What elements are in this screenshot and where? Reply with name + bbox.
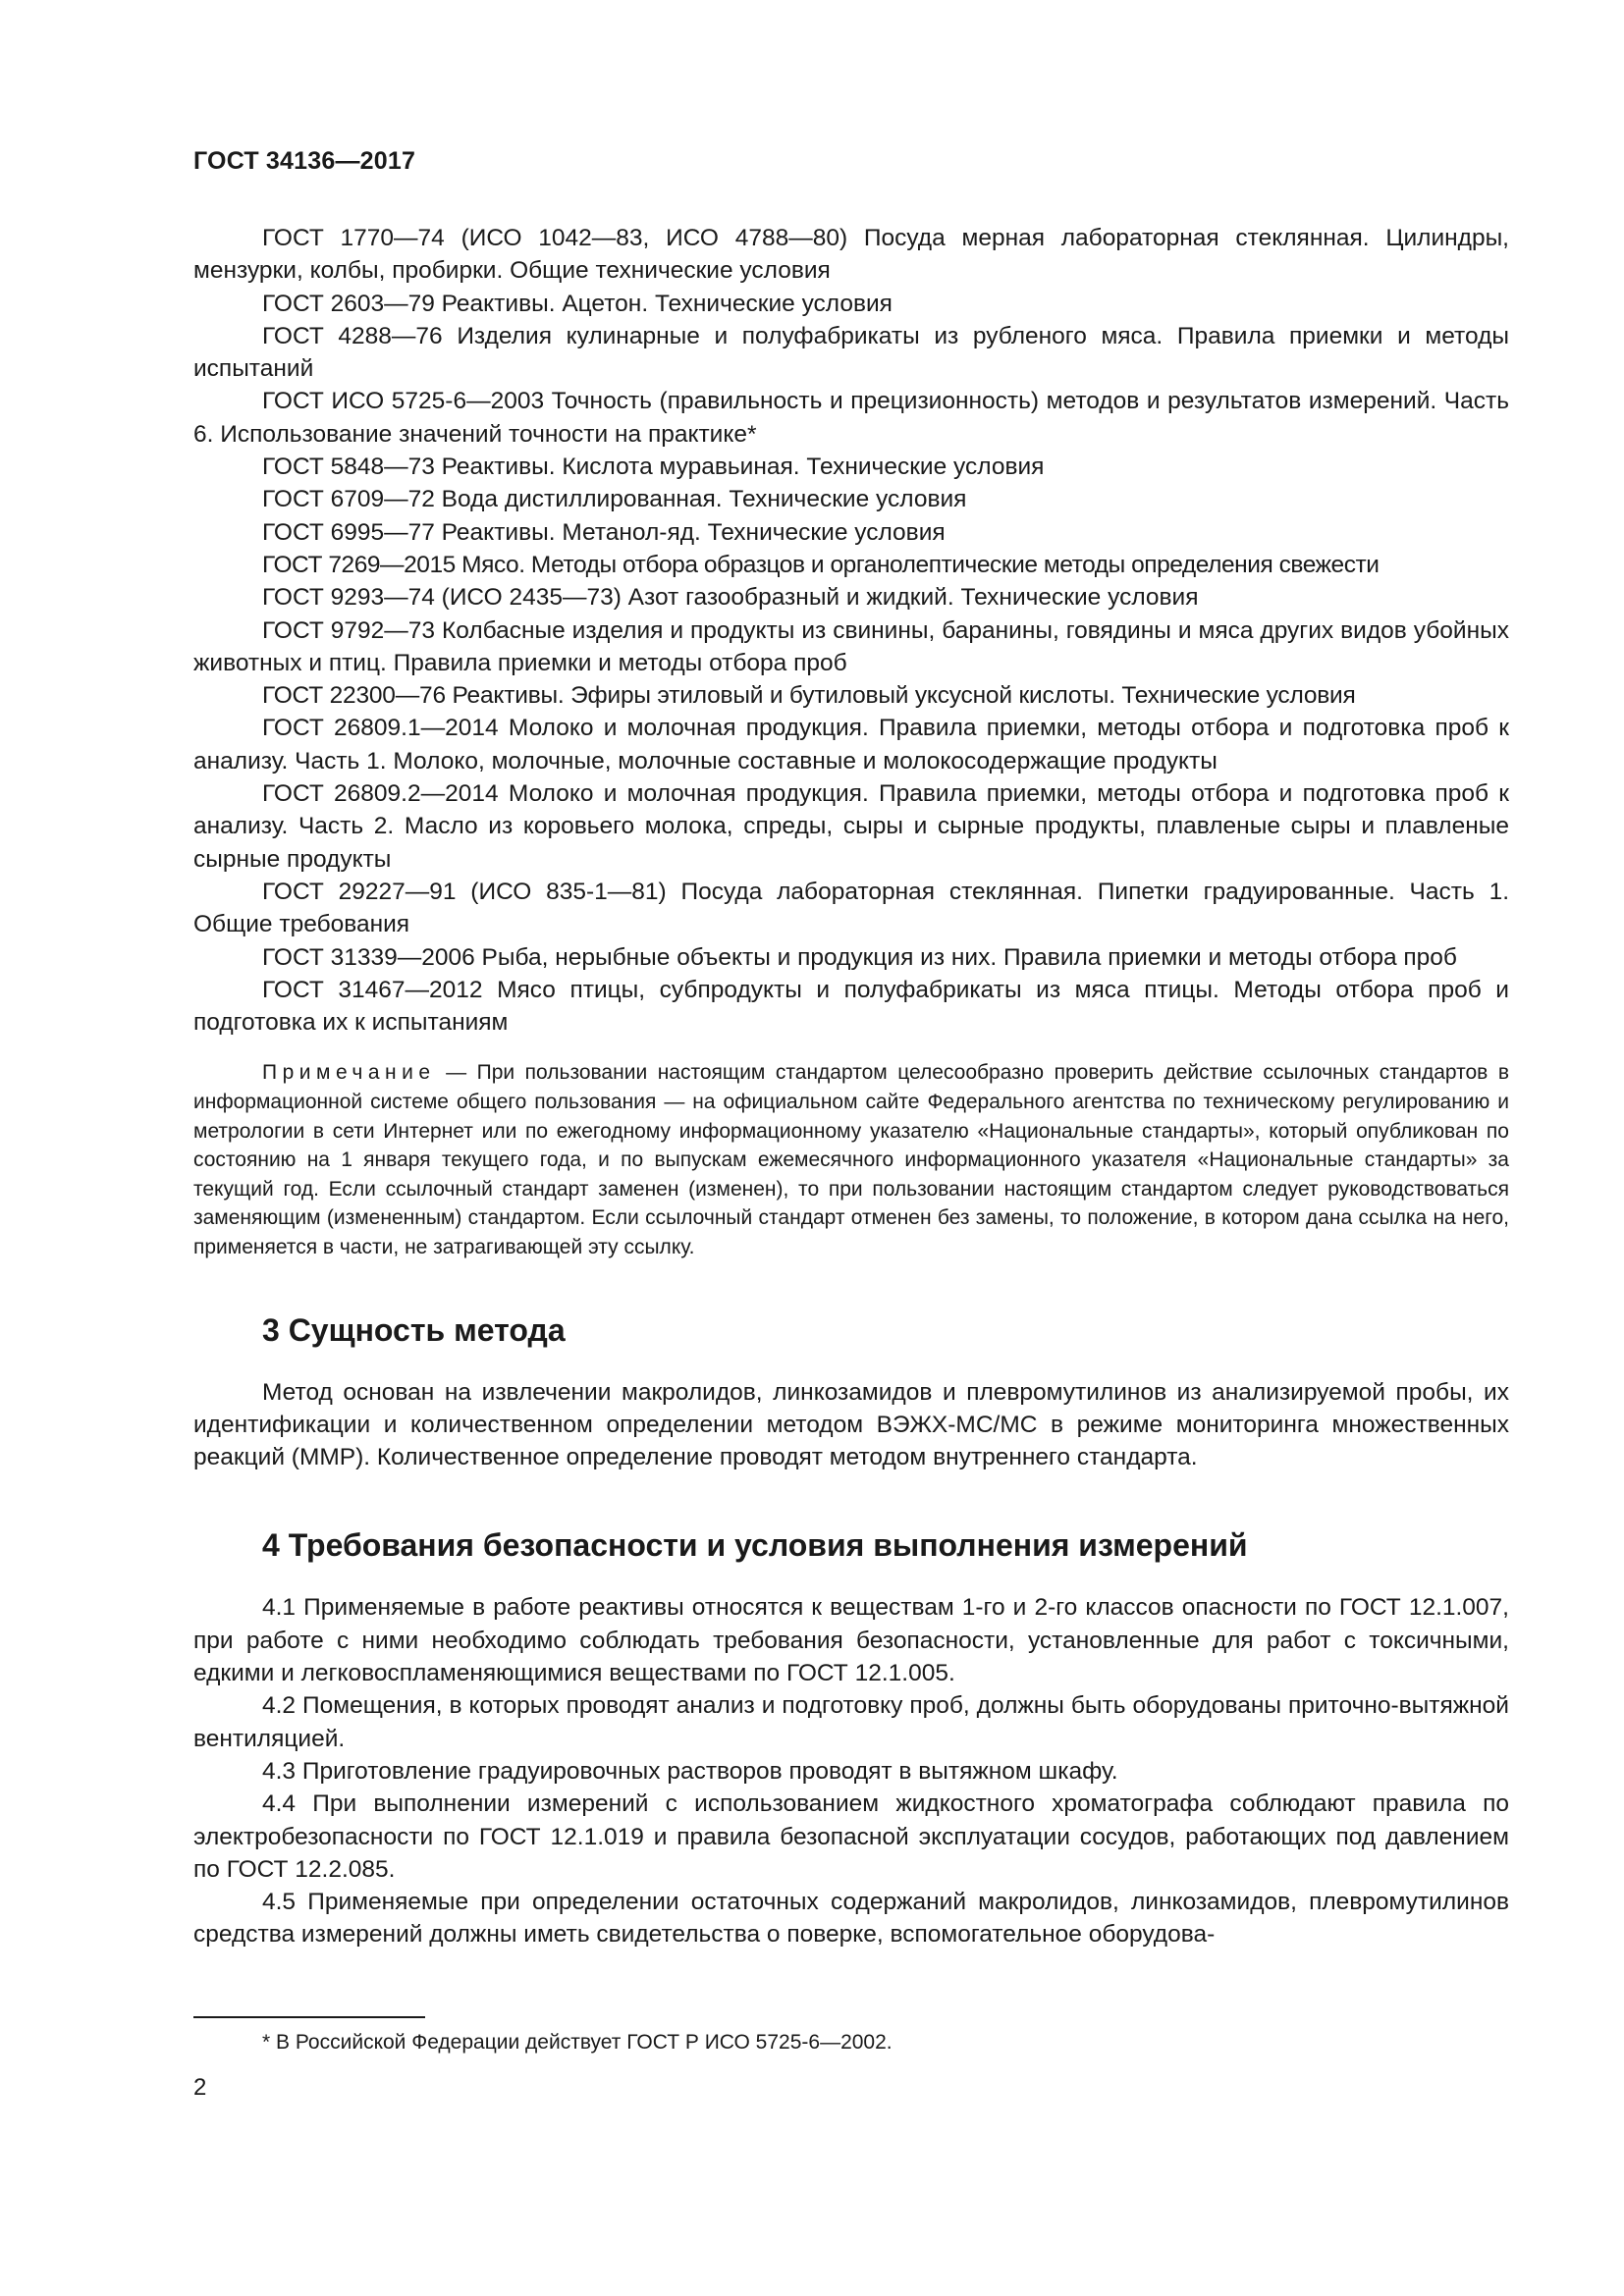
note-lead: Примечание bbox=[262, 1061, 436, 1085]
footnote-divider bbox=[193, 2016, 425, 2018]
section-4-paragraph: 4.1 Применяемые в работе реактивы относятся к веществам 1-го и 2-го классов опасности по ГОСТ 12.1.007, при работе с ними необходимо соблюдать требования безопасности, установленные для работ с токсичными, едкими и легковоспламеняющимися веществами по ГОСТ 12.1.005. bbox=[193, 1594, 1509, 1687]
section-3-text: Метод основан на извлечении макролидов, линкозамидов и плевромутилинов из анализируемой пробы, их идентификации и количественном определении методом ВЭЖХ-МС/МС в режиме мониторинга множественных реакций (ММР). Количественное определение проводят методом внутреннего стандарта. bbox=[193, 1378, 1509, 1471]
section-4-title: 4 Требования безопасности и условия выполнения измерений bbox=[262, 1527, 1248, 1564]
section-4-paragraph: 4.4 При выполнении измерений с использованием жидкостного хроматографа соблюдают правила по электробезопасности по ГОСТ 12.1.019 и правила безопасной эксплуатации сосудов, работающих под давлением по ГОСТ 12.2.085. bbox=[193, 1790, 1509, 1883]
standard-header: ГОСТ 34136—2017 bbox=[193, 147, 416, 175]
page-number: 2 bbox=[193, 2074, 207, 2101]
reference-item: ГОСТ 2603—79 Реактивы. Ацетон. Технические условия bbox=[262, 290, 893, 317]
reference-item: ГОСТ 4288—76 Изделия кулинарные и полуфабрикаты из рубленого мяса. Правила приемки и методы испытаний bbox=[193, 322, 1509, 383]
section-4-paragraph: 4.2 Помещения, в которых проводят анализ и подготовку проб, должны быть оборудованы приточно-вытяжной вентиляцией. bbox=[193, 1692, 1509, 1752]
note-paragraph bbox=[193, 1058, 1509, 1261]
reference-item: ГОСТ 9293—74 (ИСО 2435—73) Азот газообразный и жидкий. Технические условия bbox=[262, 584, 1199, 612]
reference-item: ГОСТ 5848—73 Реактивы. Кислота муравьиная. Технические условия bbox=[262, 454, 1045, 481]
reference-item: ГОСТ 7269—2015 Мясо. Методы отбора образцов и органолептические методы определения свежести bbox=[262, 551, 1380, 578]
reference-item: ГОСТ 31467—2012 Мясо птицы, субпродукты и полуфабрикаты из мяса птицы. Методы отбора проб и подготовка их к испытаниям bbox=[193, 976, 1509, 1037]
reference-item: ГОСТ 6995—77 Реактивы. Метанол-яд. Технические условия bbox=[262, 518, 946, 546]
document-body bbox=[193, 222, 1509, 1951]
reference-item: ГОСТ ИСО 5725-6—2003 Точность (правильность и прецизионность) методов и результатов измерений. Часть 6. Использование значений точности на практике* bbox=[193, 388, 1509, 448]
section-4-paragraph: 4.5 Применяемые при определении остаточных содержаний макролидов, линкозамидов, плевромутилинов средства измерений должны иметь свидетельства о поверке, вспомогательное оборудова- bbox=[193, 1889, 1509, 1949]
reference-item: ГОСТ 22300—76 Реактивы. Эфиры этиловый и бутиловый уксусной кислоты. Технические условия bbox=[262, 682, 1356, 710]
reference-item: ГОСТ 9792—73 Колбасные изделия и продукты из свинины, баранины, говядины и мяса других видов убойных животных и птиц. Правила приемки и методы отбора проб bbox=[193, 616, 1509, 676]
reference-item: ГОСТ 26809.1—2014 Молоко и молочная продукция. Правила приемки, методы отбора и подготовка проб к анализу. Часть 1. Молоко, молочные, молочные составные и молокосодержащие продукты bbox=[193, 715, 1509, 774]
reference-item: ГОСТ 31339—2006 Рыба, нерыбные объекты и продукция из них. Правила приемки и методы отбора проб bbox=[262, 943, 1457, 971]
reference-item: ГОСТ 1770—74 (ИСО 1042—83, ИСО 4788—80) Посуда мерная лабораторная стеклянная. Цилиндры, мензурки, колбы, пробирки. Общие технические условия bbox=[193, 225, 1509, 285]
reference-item: ГОСТ 26809.2—2014 Молоко и молочная продукция. Правила приемки, методы отбора и подготовка проб к анализу. Часть 2. Масло из коровьего молока, спреды, сыры и сырные продукты, плавленые сыры и плавленые сырные продукты bbox=[193, 780, 1509, 873]
reference-item: ГОСТ 29227—91 (ИСО 835-1—81) Посуда лабораторная стеклянная. Пипетки градуированные. Часть 1. Общие требования bbox=[193, 878, 1509, 938]
normative-references-list bbox=[193, 222, 1509, 1039]
reference-item: ГОСТ 6709—72 Вода дистиллированная. Технические условия bbox=[262, 486, 967, 513]
footnote: * В Российской Федерации действует ГОСТ Р ИСО 5725-6—2002. bbox=[262, 2031, 893, 2054]
section-3-title: 3 Сущность метода bbox=[262, 1311, 566, 1348]
section-4-paragraph: 4.3 Приготовление градуировочных растворов проводят в вытяжном шкафу. bbox=[262, 1757, 1118, 1785]
note-text: — При пользовании настоящим стандартом целесообразно проверить действие ссылочных стандартов в информационной системе общего пользования — на официальном сайте Федерального агентства по техническому регулированию и метрологии в сети Интернет или по ежегодному информационному указателю «Национальные стандарты», который опубликован по состоянию на 1 января текущего года, и по выпускам ежемесячного информационного указателя «Национальные стандарты» за текущий год. Если ссылочный стандарт заменен (изменен), то при пользовании настоящим стандартом следует руководствоваться заменяющим (измененным) стандартом. Если ссылочный стандарт отменен без замены, то положение, в котором дана ссылка на него, применяется в части, не затрагивающей эту ссылку. bbox=[193, 1061, 1509, 1258]
